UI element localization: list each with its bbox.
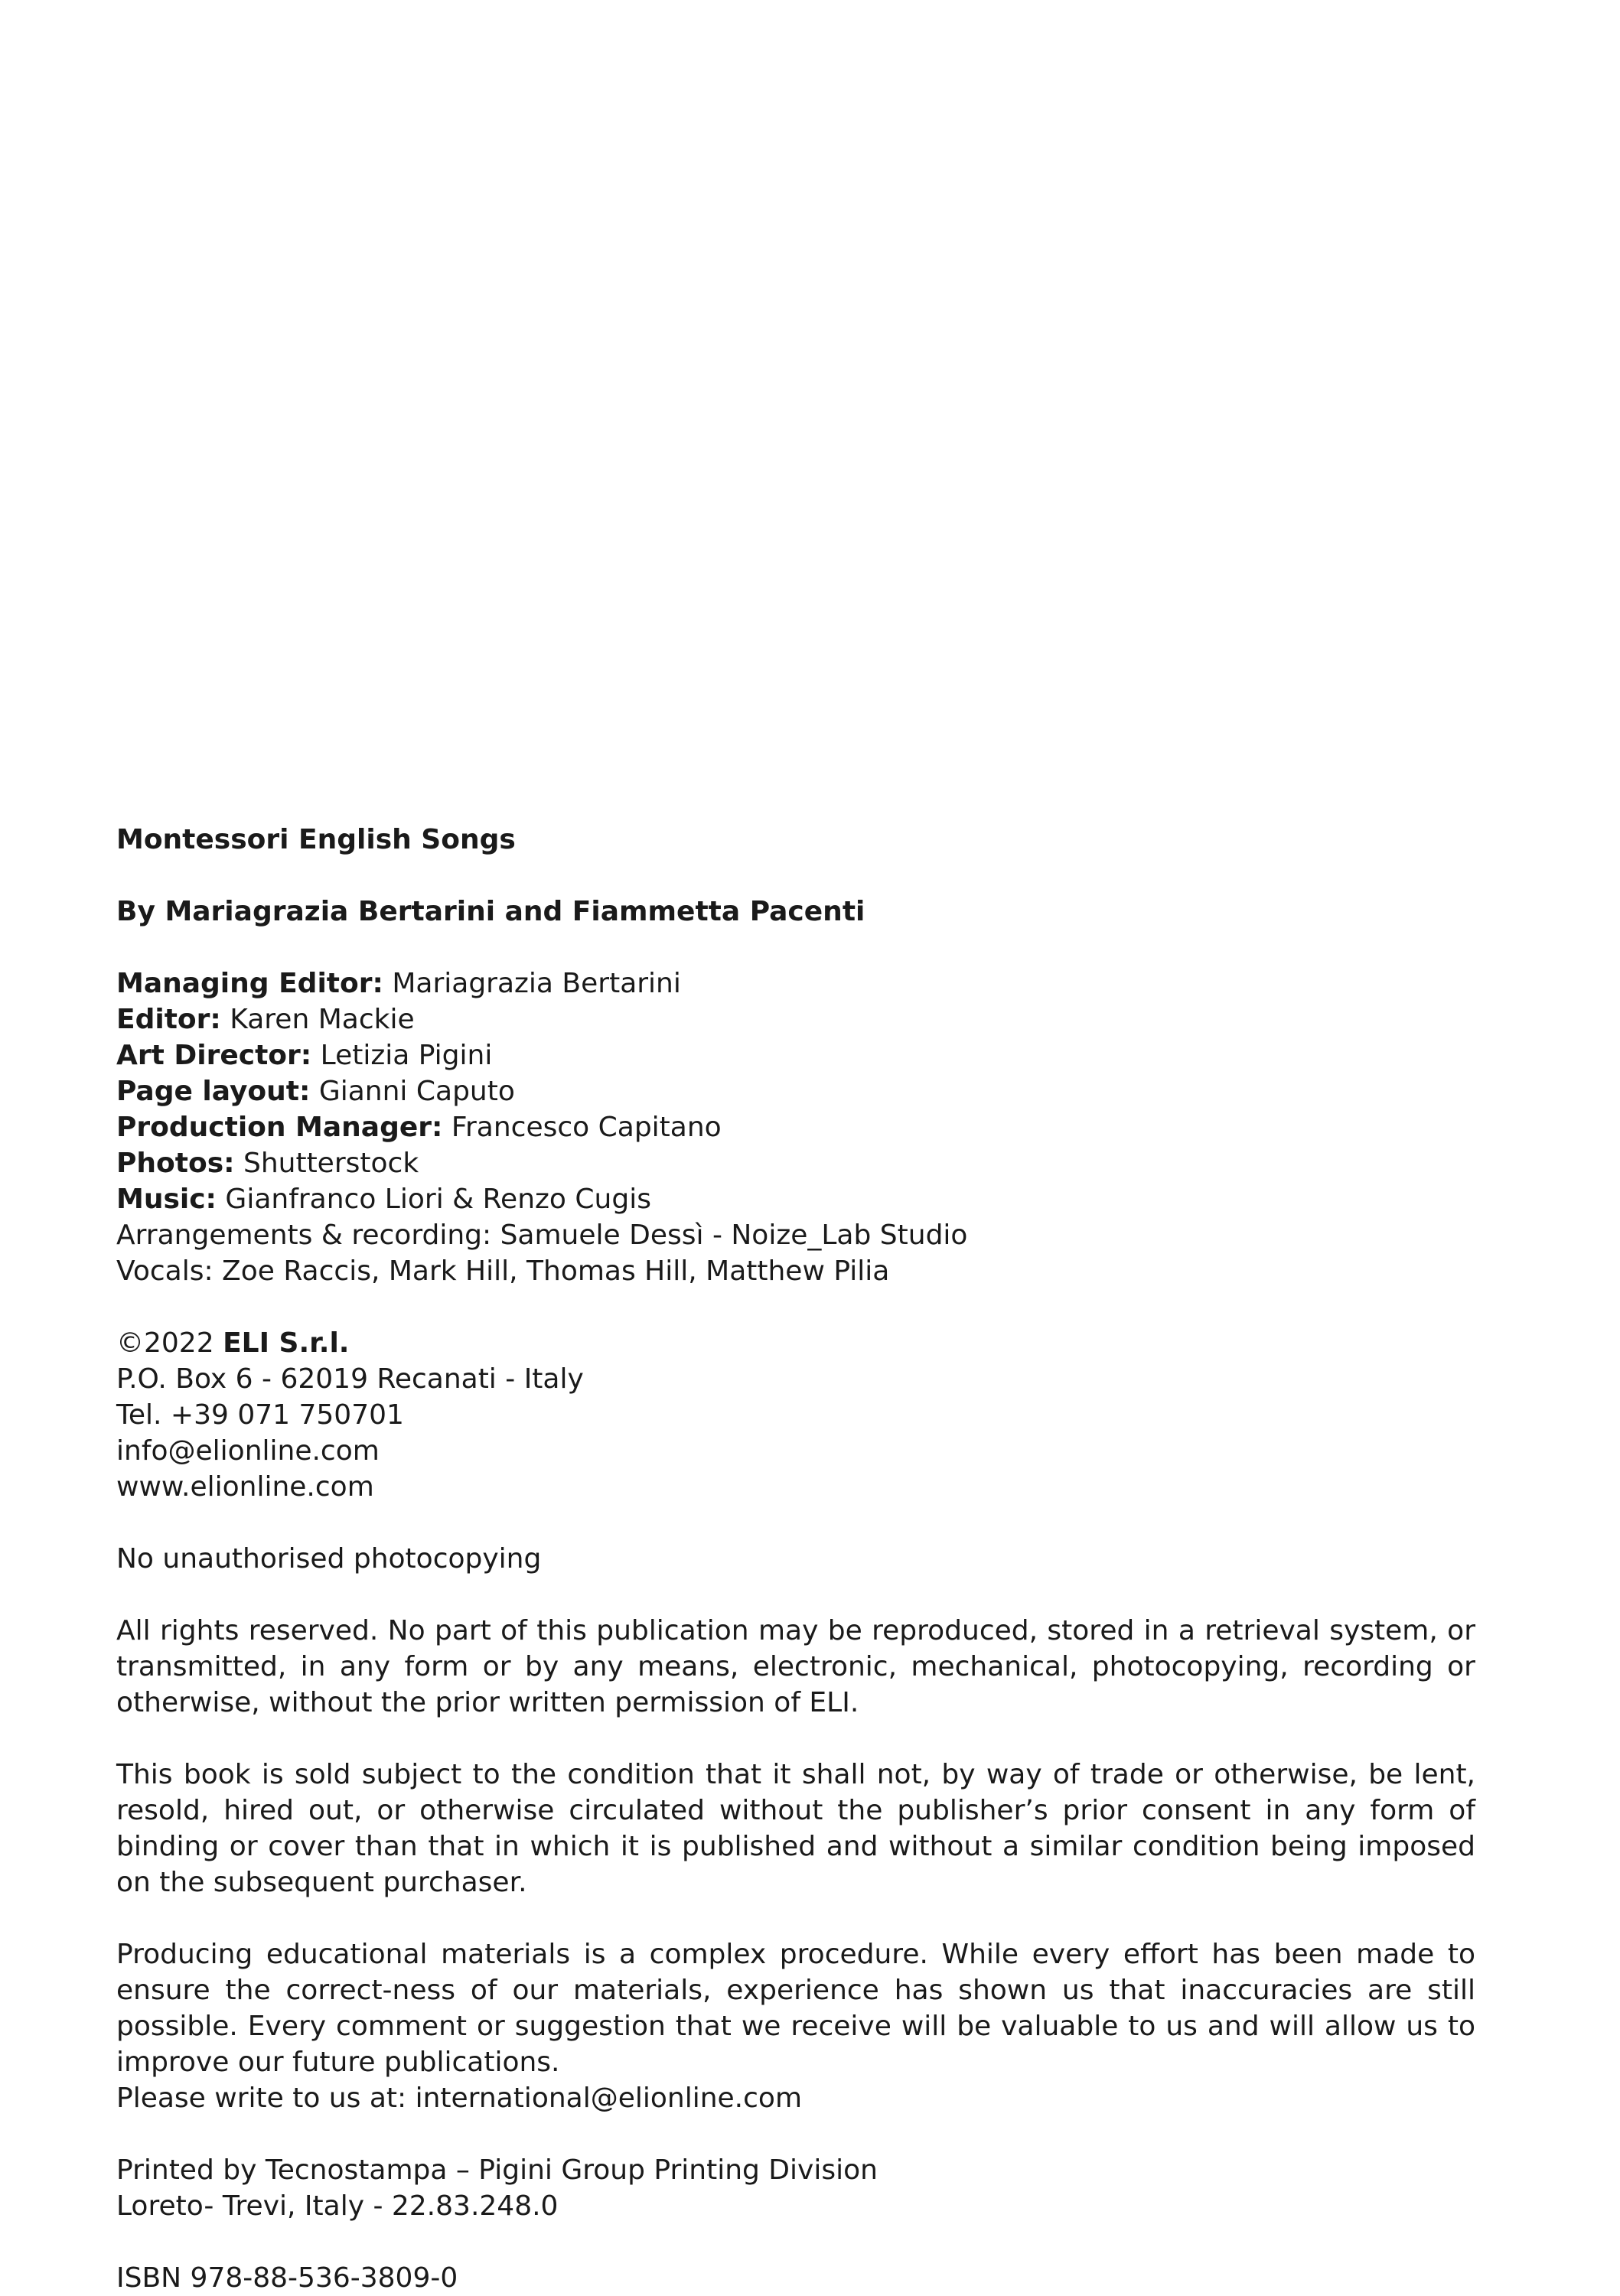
credit-name: Gianfranco Liori & Renzo Cugis <box>225 1184 651 1215</box>
photocopy-notice: No unauthorised photocopying <box>116 1543 542 1575</box>
publisher-email: info@elionline.com <box>116 1435 380 1467</box>
spacer <box>116 930 1475 966</box>
spacer <box>116 1289 1475 1325</box>
credit-name: Karen Mackie <box>230 1004 415 1035</box>
credit-name: Francesco Capitano <box>451 1112 722 1143</box>
imprint-page <box>116 822 1475 2296</box>
credit-photos <box>116 1145 1475 1181</box>
publisher-block <box>116 1325 1475 1505</box>
spacer <box>116 1577 1475 1613</box>
credit-role: Art Director: <box>116 1040 312 1071</box>
spacer <box>116 2224 1475 2260</box>
publisher-copyright <box>116 1325 1475 1361</box>
spacer <box>116 2116 1475 2152</box>
credits-list <box>116 966 1475 1289</box>
isbn: ISBN 978-88-536-3809-0 <box>116 2262 458 2294</box>
credit-role: Managing Editor: <box>116 968 383 999</box>
credit-role: Production Manager: <box>116 1112 443 1143</box>
credit-name: Gianni Caputo <box>318 1076 515 1107</box>
credit-role: Music: <box>116 1184 217 1215</box>
spacer <box>116 1721 1475 1757</box>
sale-condition-notice: This book is sold subject to the condition that it shall not, by way of trade or otherwise, be lent, resold, hired out, or otherwise circulated without the publisher’s prior consent in any form of binding or cover than that in which it is published and without a similar condition being imposed on the subsequent purchaser. <box>116 1759 1475 1898</box>
publisher-name: ELI S.r.l. <box>223 1327 350 1359</box>
publisher-address: P.O. Box 6 - 62019 Recanati - Italy <box>116 1363 584 1395</box>
credit-arrangements: Arrangements & recording: Samuele Dessì - Noize_Lab Studio <box>116 1220 968 1251</box>
rights-notice: All rights reserved. No part of this publication may be reproduced, stored in a retrieval system, or transmitted, in any form or by any means, electronic, mechanical, photocopying, recording or otherwise, without the prior written permission of ELI. <box>116 1615 1475 1718</box>
credit-name: Mariagrazia Bertarini <box>392 968 681 999</box>
publisher-tel: Tel. +39 071 750701 <box>116 1399 404 1431</box>
credit-name: Letizia Pigini <box>320 1040 493 1071</box>
printer-line: Printed by Tecnostampa – Pigini Group Printing Division <box>116 2154 878 2186</box>
credit-name: Shutterstock <box>243 1148 419 1179</box>
write-to-line: Please write to us at: international@elionline.com <box>116 2083 803 2114</box>
spacer <box>116 1505 1475 1541</box>
spacer <box>116 1900 1475 1936</box>
credit-managing-editor <box>116 966 1475 1001</box>
credit-role: Photos: <box>116 1148 235 1179</box>
feedback-notice: Producing educational materials is a complex procedure. While every effort has been made to ensure the correct-ness of our materials, experience has shown us that inaccuracies are still possible. Every comment or suggestion that we receive will be valuable to us and will allow us to improve our future publications. <box>116 1939 1475 2078</box>
credit-vocals: Vocals: Zoe Raccis, Mark Hill, Thomas Hill, Matthew Pilia <box>116 1255 890 1287</box>
book-byline: By Mariagrazia Bertarini and Fiammetta Pacenti <box>116 896 865 927</box>
spacer <box>116 858 1475 894</box>
book-title: Montessori English Songs <box>116 824 516 855</box>
credit-role: Editor: <box>116 1004 221 1035</box>
copyright-year: ©2022 <box>116 1327 214 1359</box>
credit-page-layout <box>116 1073 1475 1109</box>
credit-music <box>116 1181 1475 1217</box>
publisher-website: www.elionline.com <box>116 1471 374 1503</box>
credit-art-director <box>116 1037 1475 1073</box>
credit-editor <box>116 1001 1475 1037</box>
credit-production-manager <box>116 1109 1475 1145</box>
credit-role: Page layout: <box>116 1076 311 1107</box>
printer-location: Loreto- Trevi, Italy - 22.83.248.0 <box>116 2190 559 2222</box>
